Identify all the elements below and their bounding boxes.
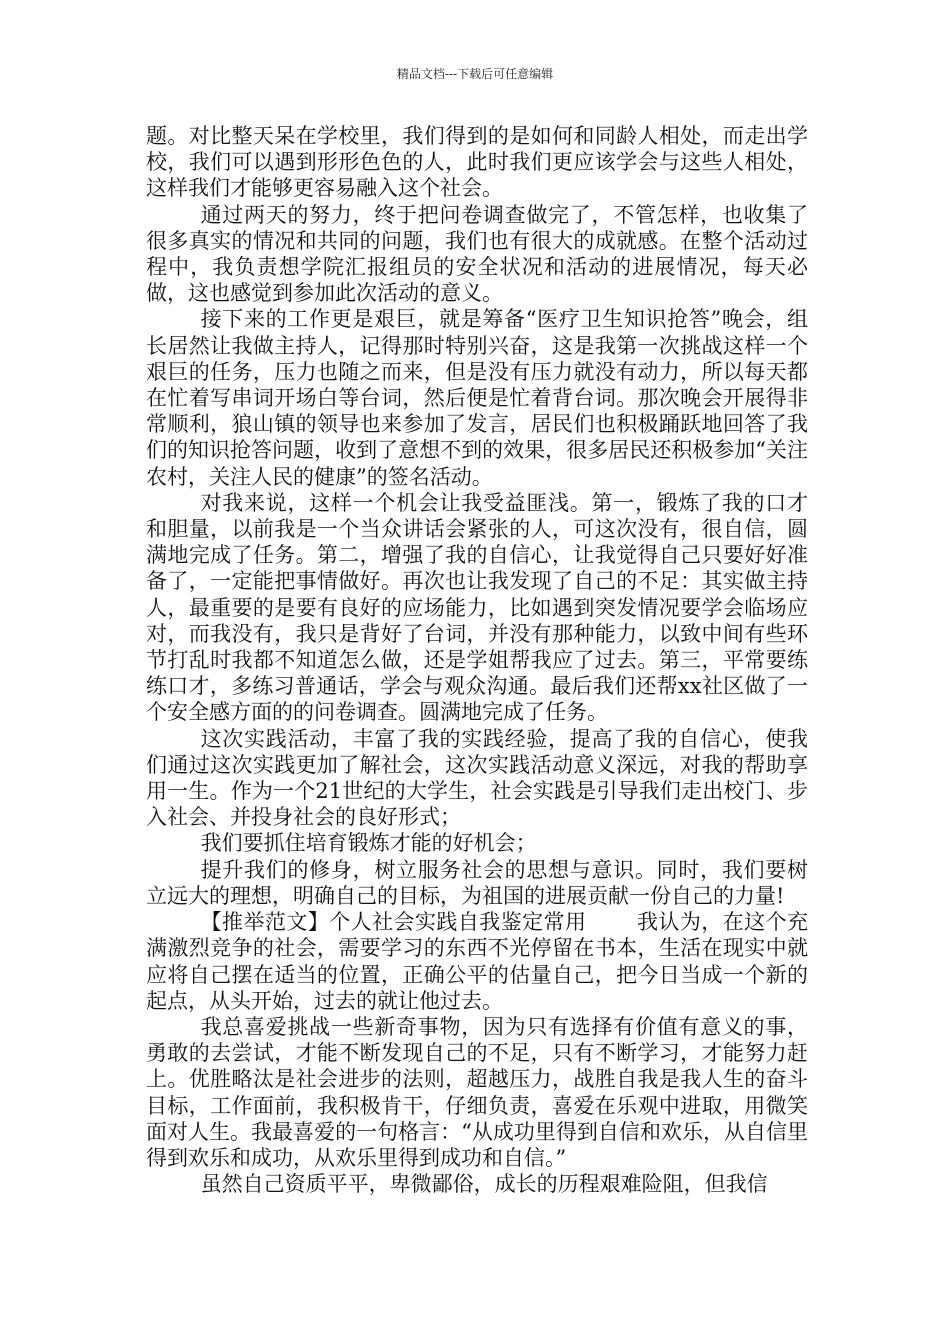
paragraph: 提升我们的修身，树立服务社会的思想与意识。同时，我们要树立远大的理想，明确自己的目标，为祖国的进展贡献一份自己的力量! — [146, 857, 808, 908]
paragraph: 虽然自己资质平平，卑微鄙俗，成长的历程艰难险阻，但我信 — [200, 1172, 768, 1197]
paragraph: 题。对比整天呆在学校里，我们得到的是如何和同龄人相处，而走出学校，我们可以遇到形形色色的人，此时我们更应该学会与这些人相处，这样我们才能够更容易融入这个社会。 — [146, 124, 808, 201]
recommend-paragraph — [146, 909, 808, 1014]
paragraph: 通过两天的努力，终于把问卷调查做完了，不管怎样，也收集了很多真实的情况和共同的问题，我们也有很大的成就感。在整个活动过程中，我负责想学院汇报组员的安全状况和活动的进展情况，每天必做，这也感觉到参加此次活动的意义。 — [146, 202, 808, 306]
paragraph: 对我来说，这样一个机会让我受益匪浅。第一，锻炼了我的口才和胆量，以前我是一个当众讲话会紧张的人，可这次没有，很自信，圆满地完成了任务。第二，增强了我的自信心，让我觉得自己只要好好准备了，一定能把事情做好。再次也让我发现了自己的不足：其实做主持人，最重要的是要有良好的应场能力，比如遇到突发情况要学会临场应对，而我没有，我只是背好了台词，并没有那种能力，以致中间有些环节打乱时我都不知道怎么做，还是学姐帮我应了过去。第三，平常要练练口才，多练习普通话，学会与观众沟通。最后我们还帮xx社区做了一个安全感方面的的问卷调查。圆满地完成了任务。 — [146, 490, 808, 725]
document-body — [146, 123, 808, 1197]
paragraph: 我总喜爱挑战一些新奇事物，因为只有选择有价值有意义的事，勇敢的去尝试，才能不断发现自己的不足，只有不断学习，才能努力赶上。优胜略汰是社会进步的法则，超越压力，战胜自我是我人生的奋斗目标，工作面前，我积极肯干，仔细负责，喜爱在乐观中进取，用微笑面对人生。我最喜爱的一句格言：“从成功里得到自信和欢乐，从自信里得到欢乐和成功，从欢乐里得到成功和自信。” — [146, 1014, 808, 1170]
page-header: 精品文档---下载后可任意编辑 — [396, 67, 554, 81]
recommend-text: 我认为，在这个充满激烈竞争的社会，需要学习的东西不光停留在书本，生活在现实中就应将自己摆在适当的位置，正确公平的估量自己，把今日当成一个新的起点，从头开始，过去的就让他过去。 — [146, 910, 809, 1013]
paragraph: 接下来的工作更是艰巨，就是筹备“医疗卫生知识抢答”晚会，组长居然让我做主持人，记得那时特别兴奋，这是我第一次挑战这样一个艰巨的任务，压力也随之而来，但是没有压力就没有动力，所以每天都在忙着写串词开场白等台词，然后便是忙着背台词。那次晚会开展得非常顺利，狼山镇的领导也来参加了发言，居民们也积极踊跃地回答了我们的知识抢答问题，收到了意想不到的效果，很多居民还积极参加“关注农村，关注人民的健康”的签名活动。 — [146, 307, 808, 489]
recommend-title: 【推举范文】个人社会实践自我鉴定常用 — [200, 910, 587, 935]
paragraph: 我们要抓住培育锻炼才能的好机会； — [200, 831, 537, 856]
paragraph: 这次实践活动，丰富了我的实践经验，提高了我的自信心，使我们通过这次实践更加了解社会，这次实践活动意义深远，对我的帮助享用一生。作为一个21世纪的大学生，社会实践是引导我们走出校门、步入社会、并投身社会的良好形式； — [146, 726, 808, 830]
